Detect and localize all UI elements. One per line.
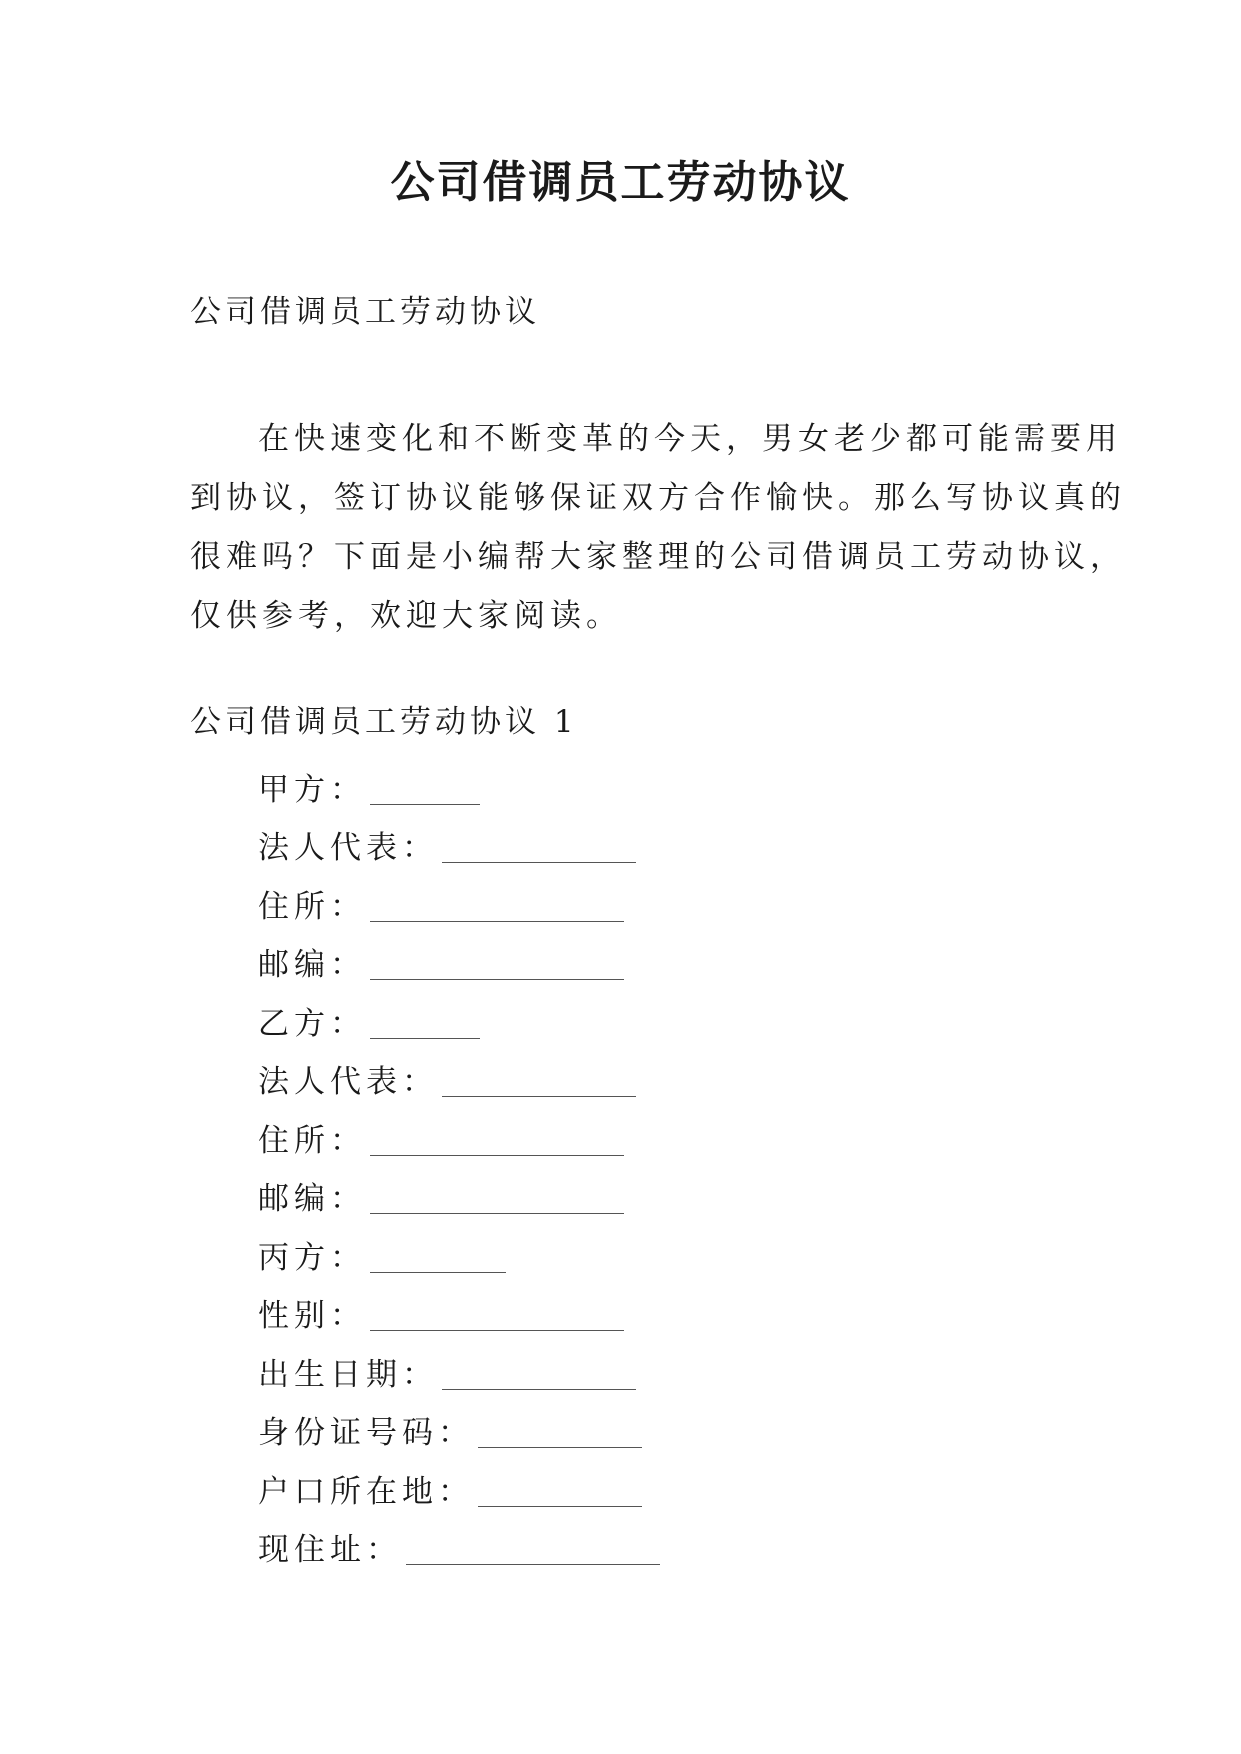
- field-label: 住所：: [258, 888, 366, 925]
- field-label: 邮编：: [258, 947, 366, 984]
- field-birth-date: [258, 1342, 660, 1401]
- field-party-a-address: [258, 874, 660, 933]
- field-label: 住所：: [258, 1122, 366, 1159]
- field-label: 户口所在地：: [258, 1473, 474, 1510]
- field-blank-line: [370, 897, 624, 922]
- field-party-a-postcode: [258, 933, 660, 992]
- field-blank-line: [370, 1014, 480, 1039]
- field-blank-line: [370, 1306, 624, 1331]
- field-blank-line: [442, 1072, 636, 1097]
- field-party-a-legal-rep: [258, 816, 660, 875]
- field-party-a: [258, 757, 660, 816]
- field-label: 现住址：: [258, 1532, 402, 1569]
- field-label: 甲方：: [258, 771, 366, 808]
- field-label: 邮编：: [258, 1181, 366, 1218]
- field-gender: [258, 1284, 660, 1343]
- party-fields-list: [258, 757, 660, 1576]
- field-blank-line: [370, 780, 480, 805]
- field-blank-line: [442, 1365, 636, 1390]
- field-label: 法人代表：: [258, 1064, 438, 1101]
- field-party-b-postcode: [258, 1167, 660, 1226]
- field-party-b-legal-rep: [258, 1050, 660, 1109]
- field-current-address: [258, 1518, 660, 1577]
- field-blank-line: [442, 838, 636, 863]
- intro-line: 仅供参考，欢迎大家阅读。: [190, 598, 622, 634]
- field-blank-line: [370, 1189, 624, 1214]
- field-label: 法人代表：: [258, 830, 438, 867]
- intro-paragraph: [190, 410, 1126, 646]
- field-household-registration: [258, 1459, 660, 1518]
- field-blank-line: [478, 1423, 642, 1448]
- field-label: 性别：: [258, 1298, 366, 1335]
- field-blank-line: [370, 1248, 506, 1273]
- field-blank-line: [406, 1540, 660, 1565]
- field-party-c: [258, 1225, 660, 1284]
- intro-line: 在快速变化和不断变革的今天，男女老少都可能需要用: [258, 421, 1122, 457]
- section-heading: 公司借调员工劳动协议 1: [190, 704, 578, 740]
- document-title: 公司借调员工劳动协议: [390, 157, 851, 208]
- field-label: 身份证号码：: [258, 1415, 474, 1452]
- field-label: 丙方：: [258, 1239, 366, 1276]
- field-id-number: [258, 1401, 660, 1460]
- field-label: 出生日期：: [258, 1356, 438, 1393]
- field-party-b: [258, 991, 660, 1050]
- field-party-b-address: [258, 1108, 660, 1167]
- field-label: 乙方：: [258, 1005, 366, 1042]
- field-blank-line: [478, 1482, 642, 1507]
- field-blank-line: [370, 955, 624, 980]
- intro-line: 很难吗？下面是小编帮大家整理的公司借调员工劳动协议，: [190, 539, 1126, 575]
- field-blank-line: [370, 1131, 624, 1156]
- intro-line: 到协议，签订协议能够保证双方合作愉快。那么写协议真的: [190, 480, 1126, 516]
- document-subtitle: 公司借调员工劳动协议: [190, 294, 540, 330]
